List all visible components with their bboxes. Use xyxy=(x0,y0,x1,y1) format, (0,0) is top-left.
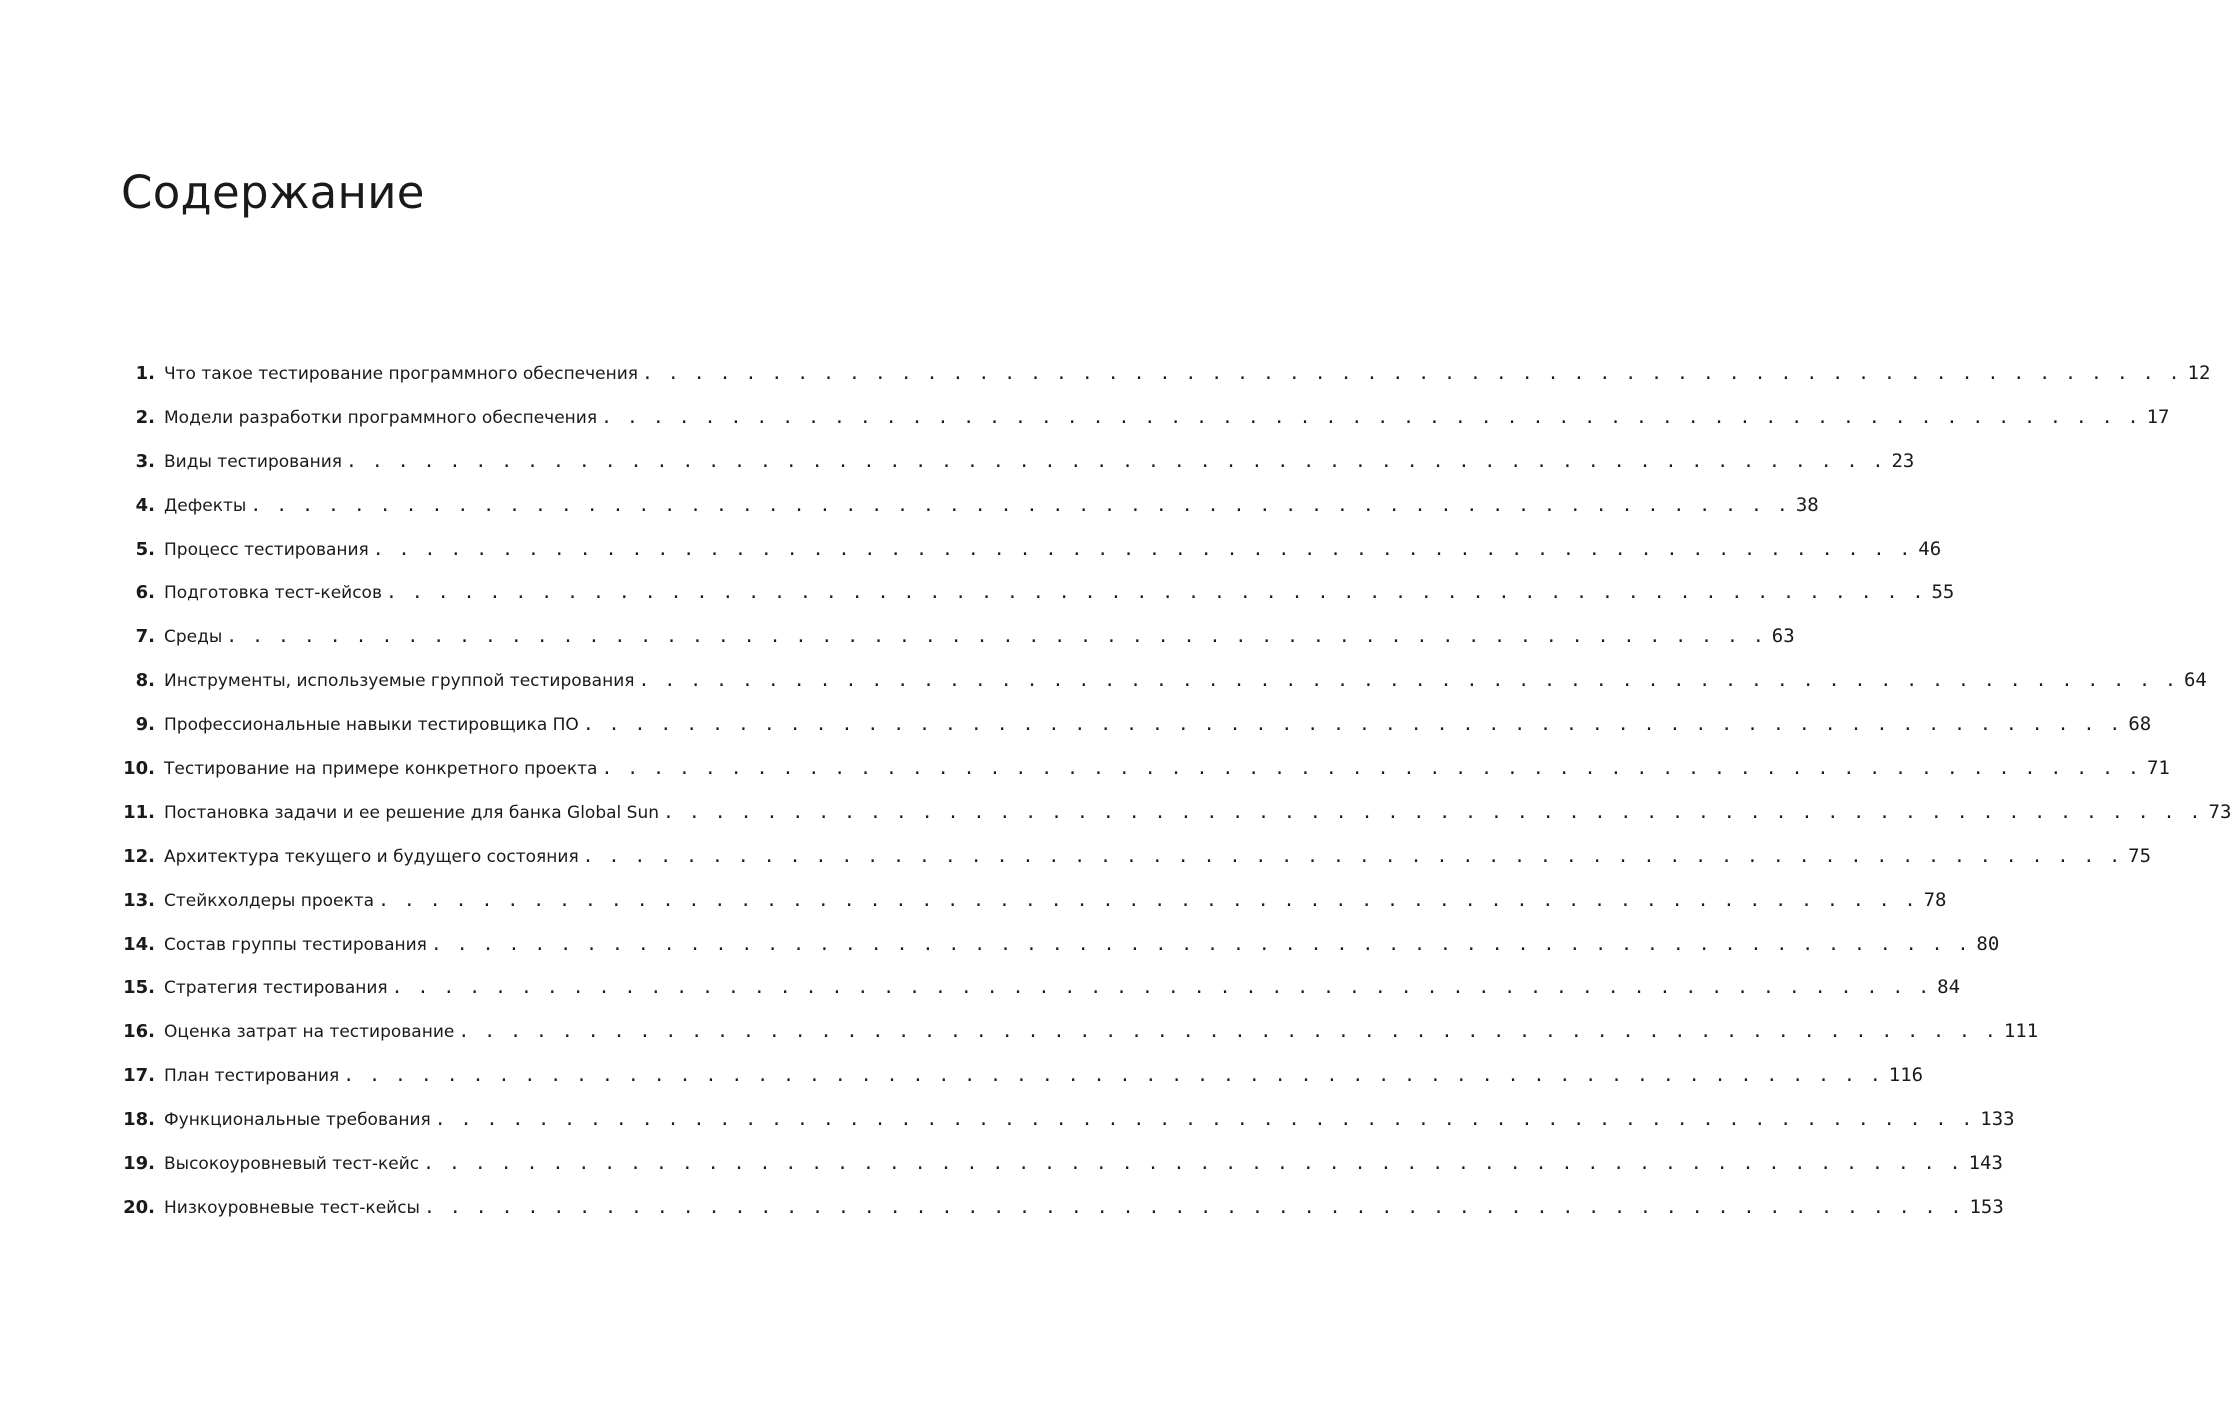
toc-entry-page: 111 xyxy=(2003,1020,2039,1043)
toc-entry[interactable] xyxy=(110,923,2000,967)
toc-entry-page: 68 xyxy=(2128,713,2152,736)
toc-entry-title: Постановка задачи и ее решение для банка Global Sun xyxy=(164,802,659,823)
toc-entry-title: Профессиональные навыки тестировщика ПО xyxy=(164,715,579,736)
toc-entry-number: 17. xyxy=(123,1065,155,1087)
toc-entry-page: 143 xyxy=(1968,1152,2003,1175)
toc-entry-number: 8. xyxy=(135,670,155,692)
toc-entry[interactable] xyxy=(110,966,1961,1010)
toc-entry[interactable] xyxy=(110,484,1819,528)
toc-entry-number: 1. xyxy=(135,363,155,384)
toc-entry-number: 16. xyxy=(123,1021,155,1043)
toc-entry-page: 80 xyxy=(1976,932,2000,955)
toc-entry-number: 3. xyxy=(135,450,155,472)
toc-entry[interactable] xyxy=(110,1010,2039,1054)
toc-entry-number: 5. xyxy=(135,538,155,560)
toc-entry-number: 19. xyxy=(123,1153,155,1175)
toc-leader-dots: . . . . . . . . . . . . . . . . . . . . . . . . . . . . . . . . . . . . . . . . . . . . . . . . . . . . . . . . . . . . xyxy=(385,582,1926,604)
toc-entry-page: 38 xyxy=(1795,493,1819,516)
toc-entry-title: Что такое тестирование программного обеспечения xyxy=(164,364,639,384)
toc-entry-title: Состав группы тестирования xyxy=(164,934,427,955)
toc-entry[interactable] xyxy=(110,703,2152,747)
toc-entry[interactable] xyxy=(110,879,1947,923)
toc-entry-page: 55 xyxy=(1931,581,1955,604)
page-title: Содержание xyxy=(121,166,425,219)
toc-entry-page: 17 xyxy=(2146,405,2170,428)
toc-leader-dots: . . . . . . . . . . . . . . . . . . . . . . . . . . . . . . . . . . . . . . . . . . . . . . . . . . . . . . . . . . . . xyxy=(601,406,2141,428)
toc-leader-dots: . . . . . . . . . . . . . . . . . . . . . . . . . . . . . . . . . . . . . . . . . . . . . . . . . . . . . . . . . . . . xyxy=(391,977,1932,999)
toc-leader-dots: . . . . . . . . . . . . . . . . . . . . . . . . . . . . . . . . . . . . . . . . . . . . . . . . . . . . . . . . . . . . xyxy=(343,1065,1883,1087)
toc-entry-page: 71 xyxy=(2146,757,2170,780)
toc-entry-page: 23 xyxy=(1891,449,1915,472)
toc-entry-title: Подготовка тест-кейсов xyxy=(164,583,382,604)
toc-leader-dots: . . . . . . . . . . . . . . . . . . . . . . . . . . . . . . . . . . . . . . . . . . . . . . . . . . . . . . . . . . . . xyxy=(582,845,2123,867)
toc-entry-page: 63 xyxy=(1771,625,1795,648)
toc-leader-dots: . . . . . . . . . . . . . . . . . . . . . . . . . . . . . . . . . . . . . . . . . . . . . . . . . . . . . . . . . . . . xyxy=(601,758,2141,780)
toc-entry-number: 10. xyxy=(123,758,155,780)
toc-entry-title: Виды тестирования xyxy=(164,451,342,472)
toc-entry[interactable] xyxy=(110,1098,2015,1142)
toc-leader-dots: . . . . . . . . . . . . . . . . . . . . . . . . . . . . . . . . . . . . . . . . . . . . . . . . . . . . . . . . . . . . xyxy=(458,1021,1998,1043)
toc-leader-dots: . . . . . . . . . . . . . . . . . . . . . . . . . . . . . . . . . . . . . . . . . . . . . . . . . . . . . . . . . . . . xyxy=(430,933,1971,955)
toc-entry-title: Стейкхолдеры проекта xyxy=(164,890,375,911)
toc-entry-number: 13. xyxy=(123,889,155,911)
toc-leader-dots: . . . . . . . . . . . . . . . . . . . . . . . . . . . . . . . . . . . . . . . . . . . . . . . . . . . . . . . . . . . . xyxy=(638,670,2178,692)
toc-leader-dots: . . . . . . . . . . . . . . . . . . . . . . . . . . . . . . . . . . . . . . . . . . . . . . . . . . . . . . . . . . . . xyxy=(434,1109,1975,1131)
toc-entry[interactable] xyxy=(110,1186,2004,1230)
toc-entry-page: 133 xyxy=(1980,1108,2015,1131)
toc-leader-dots: . . . . . . . . . . . . . . . . . . . . . . . . . . . . . . . . . . . . . . . . . . . . . . . . . . . . . . . . . . . . xyxy=(423,1153,1963,1175)
toc-entry-title: Архитектура текущего и будущего состояния xyxy=(164,846,579,867)
toc-entry-title: Модели разработки программного обеспечения xyxy=(164,407,598,428)
toc-entry-page: 46 xyxy=(1918,537,1942,560)
toc-leader-dots: . . . . . . . . . . . . . . . . . . . . . . . . . . . . . . . . . . . . . . . . . . . . . . . . . . . . . . . . . . . . xyxy=(663,801,2203,823)
toc-entry-page: 153 xyxy=(1969,1195,2004,1218)
toc-entry-title: Стратегия тестирования xyxy=(164,978,388,999)
toc-entry-page: 12 xyxy=(2187,362,2211,384)
toc-entry[interactable] xyxy=(110,615,1795,659)
toc-entry-number: 11. xyxy=(123,801,155,823)
toc-entry-number: 12. xyxy=(123,845,155,867)
toc-entry[interactable] xyxy=(110,791,2231,835)
toc-entry-title: Тестирование на примере конкретного проекта xyxy=(164,759,598,780)
toc-entry-title: Дефекты xyxy=(164,495,247,516)
toc-leader-dots: . . . . . . . . . . . . . . . . . . . . . . . . . . . . . . . . . . . . . . . . . . . . . . . . . . . . . . . . . . . . xyxy=(345,450,1886,472)
toc-entry-page: 73 xyxy=(2208,800,2231,823)
toc-entry-number: 6. xyxy=(135,582,155,604)
toc-entry[interactable] xyxy=(110,659,2207,703)
toc-leader-dots: . . . . . . . . . . . . . . . . . . . . . . . . . . . . . . . . . . . . . . . . . . . . . . . . . . . . . . . . . . . . xyxy=(642,363,2182,384)
toc-entry[interactable] xyxy=(110,571,1955,615)
toc-leader-dots: . . . . . . . . . . . . . . . . . . . . . . . . . . . . . . . . . . . . . . . . . . . . . . . . . . . . . . . . . . . . xyxy=(250,494,1790,516)
toc-leader-dots: . . . . . . . . . . . . . . . . . . . . . . . . . . . . . . . . . . . . . . . . . . . . . . . . . . . . . . . . . . . . xyxy=(378,889,1918,911)
toc-entry-title: Процесс тестирования xyxy=(164,539,369,560)
toc-leader-dots: . . . . . . . . . . . . . . . . . . . . . . . . . . . . . . . . . . . . . . . . . . . . . . . . . . . . . . . . . . . . xyxy=(582,714,2123,736)
toc-leader-dots: . . . . . . . . . . . . . . . . . . . . . . . . . . . . . . . . . . . . . . . . . . . . . . . . . . . . . . . . . . . . xyxy=(372,538,1913,560)
toc-entry-number: 18. xyxy=(123,1109,155,1131)
toc-entry[interactable] xyxy=(110,835,2152,879)
toc-leader-dots: . . . . . . . . . . . . . . . . . . . . . . . . . . . . . . . . . . . . . . . . . . . . . . . . . . . . . . . . . . . . xyxy=(423,1196,1964,1218)
toc-entry-page: 116 xyxy=(1888,1064,1924,1087)
toc-entry[interactable] xyxy=(110,1142,2003,1186)
toc-entry[interactable] xyxy=(110,747,2170,791)
toc-entry[interactable] xyxy=(110,528,1942,572)
toc-entry-title: Оценка затрат на тестирование xyxy=(164,1022,455,1043)
toc-entry[interactable] xyxy=(110,396,2170,440)
toc-entry-number: 4. xyxy=(135,494,155,516)
toc-entry[interactable] xyxy=(110,440,1915,484)
toc-entry-number: 20. xyxy=(123,1196,155,1218)
table-of-contents xyxy=(110,352,2231,1230)
toc-entry-title: План тестирования xyxy=(164,1066,340,1087)
toc-entry-title: Среды xyxy=(164,627,223,648)
toc-entry-number: 15. xyxy=(123,977,155,999)
toc-entry-page: 84 xyxy=(1937,976,1961,999)
toc-leader-dots: . . . . . . . . . . . . . . . . . . . . . . . . . . . . . . . . . . . . . . . . . . . . . . . . . . . . . . . . . . . . xyxy=(226,626,1766,648)
toc-entry-number: 14. xyxy=(123,933,155,955)
toc-entry-title: Высокоуровневый тест-кейс xyxy=(164,1154,420,1175)
toc-entry-title: Функциональные требования xyxy=(164,1110,431,1131)
toc-entry[interactable] xyxy=(110,1054,1924,1098)
toc-entry-number: 2. xyxy=(135,406,155,428)
toc-entry-title: Низкоуровневые тест-кейсы xyxy=(164,1197,420,1218)
toc-entry-page: 75 xyxy=(2128,844,2152,867)
toc-entry-page: 78 xyxy=(1923,888,1947,911)
toc-entry-page: 64 xyxy=(2183,669,2207,692)
toc-entry-title: Инструменты, используемые группой тестирования xyxy=(164,671,635,692)
toc-entry-number: 9. xyxy=(135,714,155,736)
toc-entry-number: 7. xyxy=(135,626,155,648)
toc-entry[interactable] xyxy=(110,352,2211,396)
